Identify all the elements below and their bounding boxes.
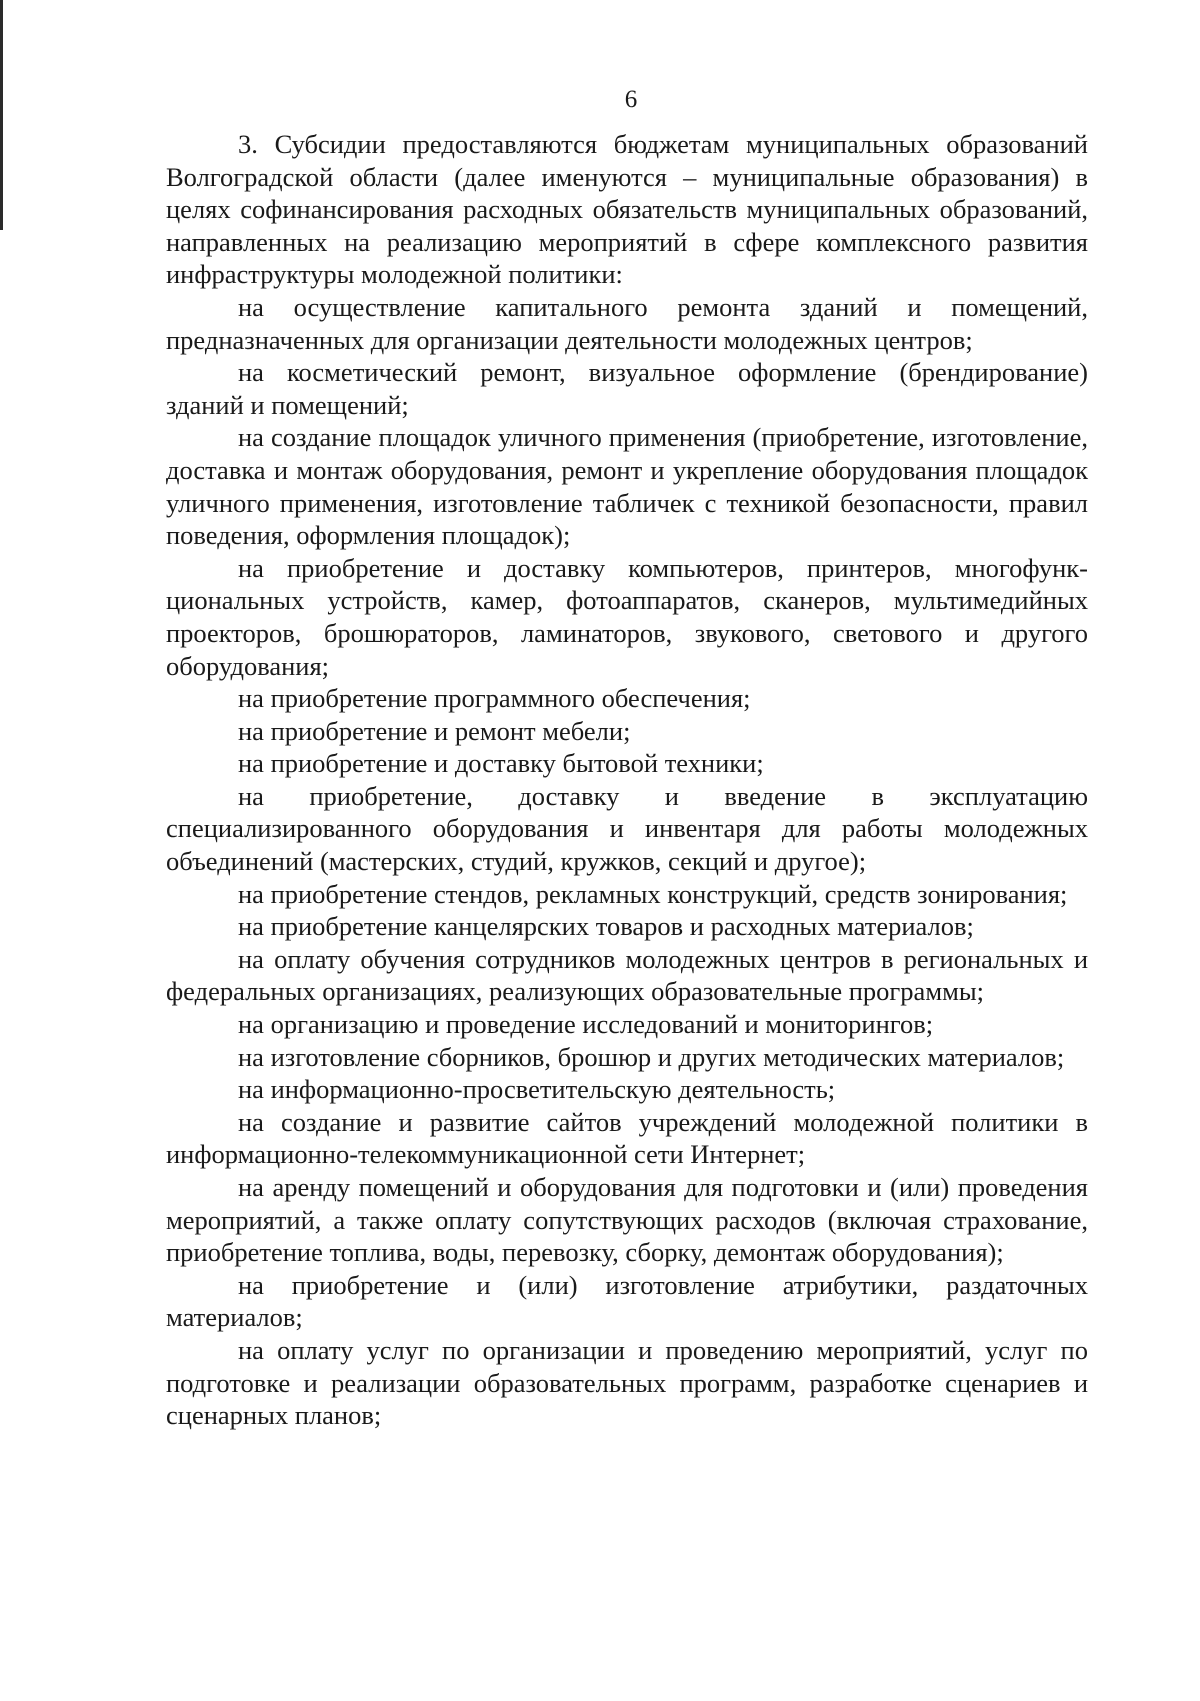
paragraph: на информационно-просветительскую деятельность; <box>238 1074 836 1105</box>
paragraph: на приобретение и ремонт мебели; <box>238 715 631 746</box>
paragraph: на изготовление сборников, брошюр и других методических материалов; <box>238 1041 1065 1072</box>
paragraph: на осуществление капитального ремонта зданий и помещений, предназначенных для организации деятельности молодежных центров; <box>166 291 1088 355</box>
paragraph: на оплату обучения сотрудников молодежных центров в региональных и федеральных организациях, реализующих образовательные программы; <box>166 943 1088 1007</box>
paragraph: на аренду помещений и оборудования для подготовки и (или) проведения мероприятий, а также оплату сопутствующих расходов (включая страхование, приобретение топлива, воды, перевозку, сборку, демонтаж оборудования); <box>166 1172 1088 1268</box>
paragraph: на оплату услуг по организации и проведению мероприятий, услуг по подготовке и реализации образовательных программ, разработке сценариев и сценарных планов; <box>166 1334 1088 1431</box>
paragraph: на приобретение программного обеспечения; <box>238 683 751 714</box>
paragraph: на приобретение и доставку бытовой техники; <box>238 748 764 779</box>
paragraph: на приобретение, доставку и введение в эксплуатацию специализированного оборудования и инвентаря для работы молодежных объединений (мастерских, студий, кружков, секций и другое); <box>166 780 1088 877</box>
paragraph: на приобретение канцелярских товаров и расходных материалов; <box>238 911 974 942</box>
page-number: 6 <box>624 86 638 113</box>
paragraph: на создание площадок уличного применения (приобретение, изготовление, доставка и монтаж оборудования, ремонт и укрепление оборудования площадок уличного применения, изготовление табличек с техникой безопасности, правил поведения, оформления площадок); <box>166 422 1088 551</box>
document-body <box>166 128 1088 1432</box>
paragraph: на приобретение и (или) изготовление атрибутики, раздаточных материалов; <box>166 1269 1088 1333</box>
paragraph: на приобретение и доставку компьютеров, принтеров, многофункциональных устройств, камер, фотоаппаратов, сканеров, мультимедийных проекторов, брошюраторов, ламинаторов, звукового, светового и другого оборудования; <box>166 552 1088 681</box>
paragraph: на приобретение стендов, рекламных конструкций, средств зонирования; <box>238 878 1068 909</box>
paragraph: на косметический ремонт, визуальное оформление (брендирование) зданий и помещений; <box>166 357 1088 420</box>
paragraph: на создание и развитие сайтов учреждений молодежной политики в информационно-телекоммуникационной сети Интернет; <box>166 1106 1088 1170</box>
paragraph: на организацию и проведение исследований и мониторингов; <box>238 1009 934 1040</box>
paragraph: 3. Субсидии предоставляются бюджетам муниципальных образований Волгоградской области (далее именуются – муниципальные образования) в целях софинансирования расходных обязательств муниципальных образований, направленных на реализацию мероприятий в сфере комплексного развития инфраструктуры молодежной политики: <box>166 129 1088 290</box>
